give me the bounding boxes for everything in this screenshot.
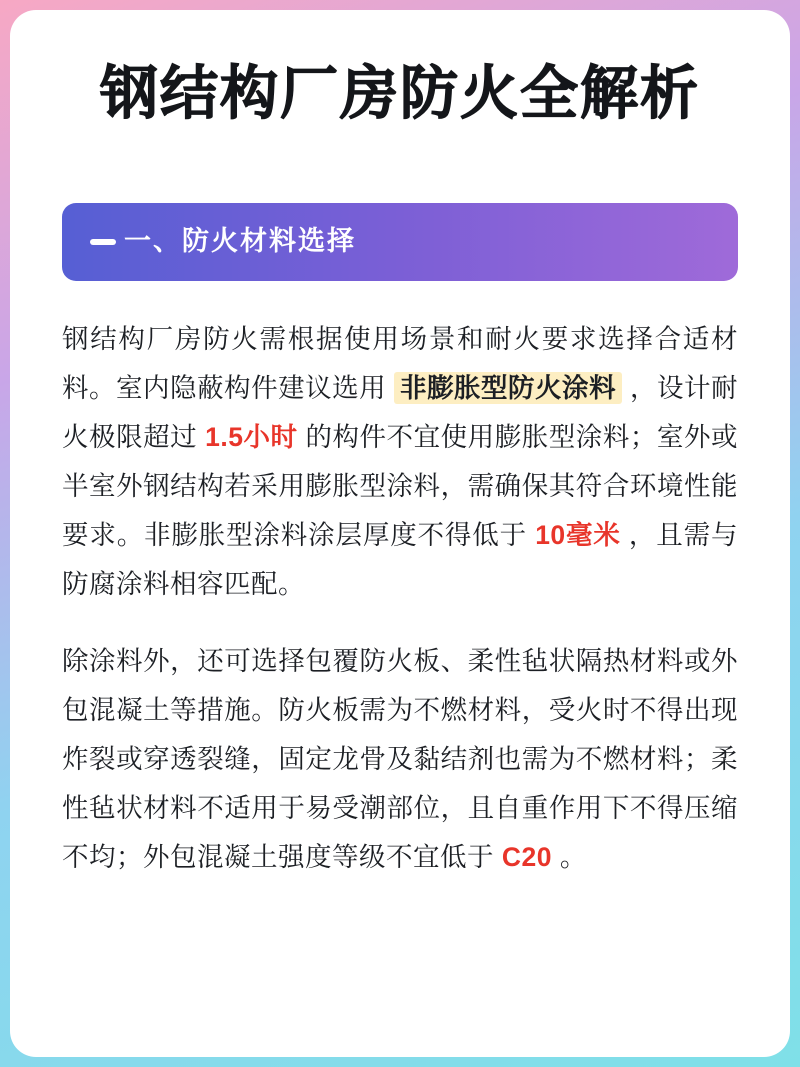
article-body xyxy=(62,315,738,882)
paragraph-2: 除涂料外，还可选择包覆防火板、柔性毡状隔热材料或外包混凝土等措施。防火板需为不燃材料，受火时不得出现炸裂或穿透裂缝，固定龙骨及黏结剂也需为不燃材料；柔性毡状材料不适用于易受潮部位，且自重作用下不得压缩不均；外包混凝土强度等级不宜低于 C20 。 xyxy=(62,645,738,872)
article-card xyxy=(10,10,790,1057)
section-heading-banner xyxy=(62,203,738,281)
emphasis-value: 1.5小时 xyxy=(205,421,298,452)
banner-accent-bar xyxy=(90,239,116,245)
highlighted-term: 非膨胀型防火涂料 xyxy=(394,372,622,404)
emphasis-value: 10毫米 xyxy=(535,519,621,550)
section-heading-label: 一、防火材料选择 xyxy=(124,226,356,257)
emphasis-value: C20 xyxy=(501,841,552,872)
paragraph-1: 钢结构厂房防火需根据使用场景和耐火要求选择合适材料。室内隐蔽构件建议选用 非膨胀型防火涂料 ，设计耐火极限超过 1.5小时 的构件不宜使用膨胀型涂料；室外或半室外钢结构若采用膨胀型涂料，需确保其符合环境性能要求。非膨胀型涂料涂层厚度不得低于 10毫米 ，且需与防腐涂料相容匹配。 xyxy=(62,323,738,599)
page-title: 钢结构厂房防火全解析 xyxy=(99,59,700,127)
